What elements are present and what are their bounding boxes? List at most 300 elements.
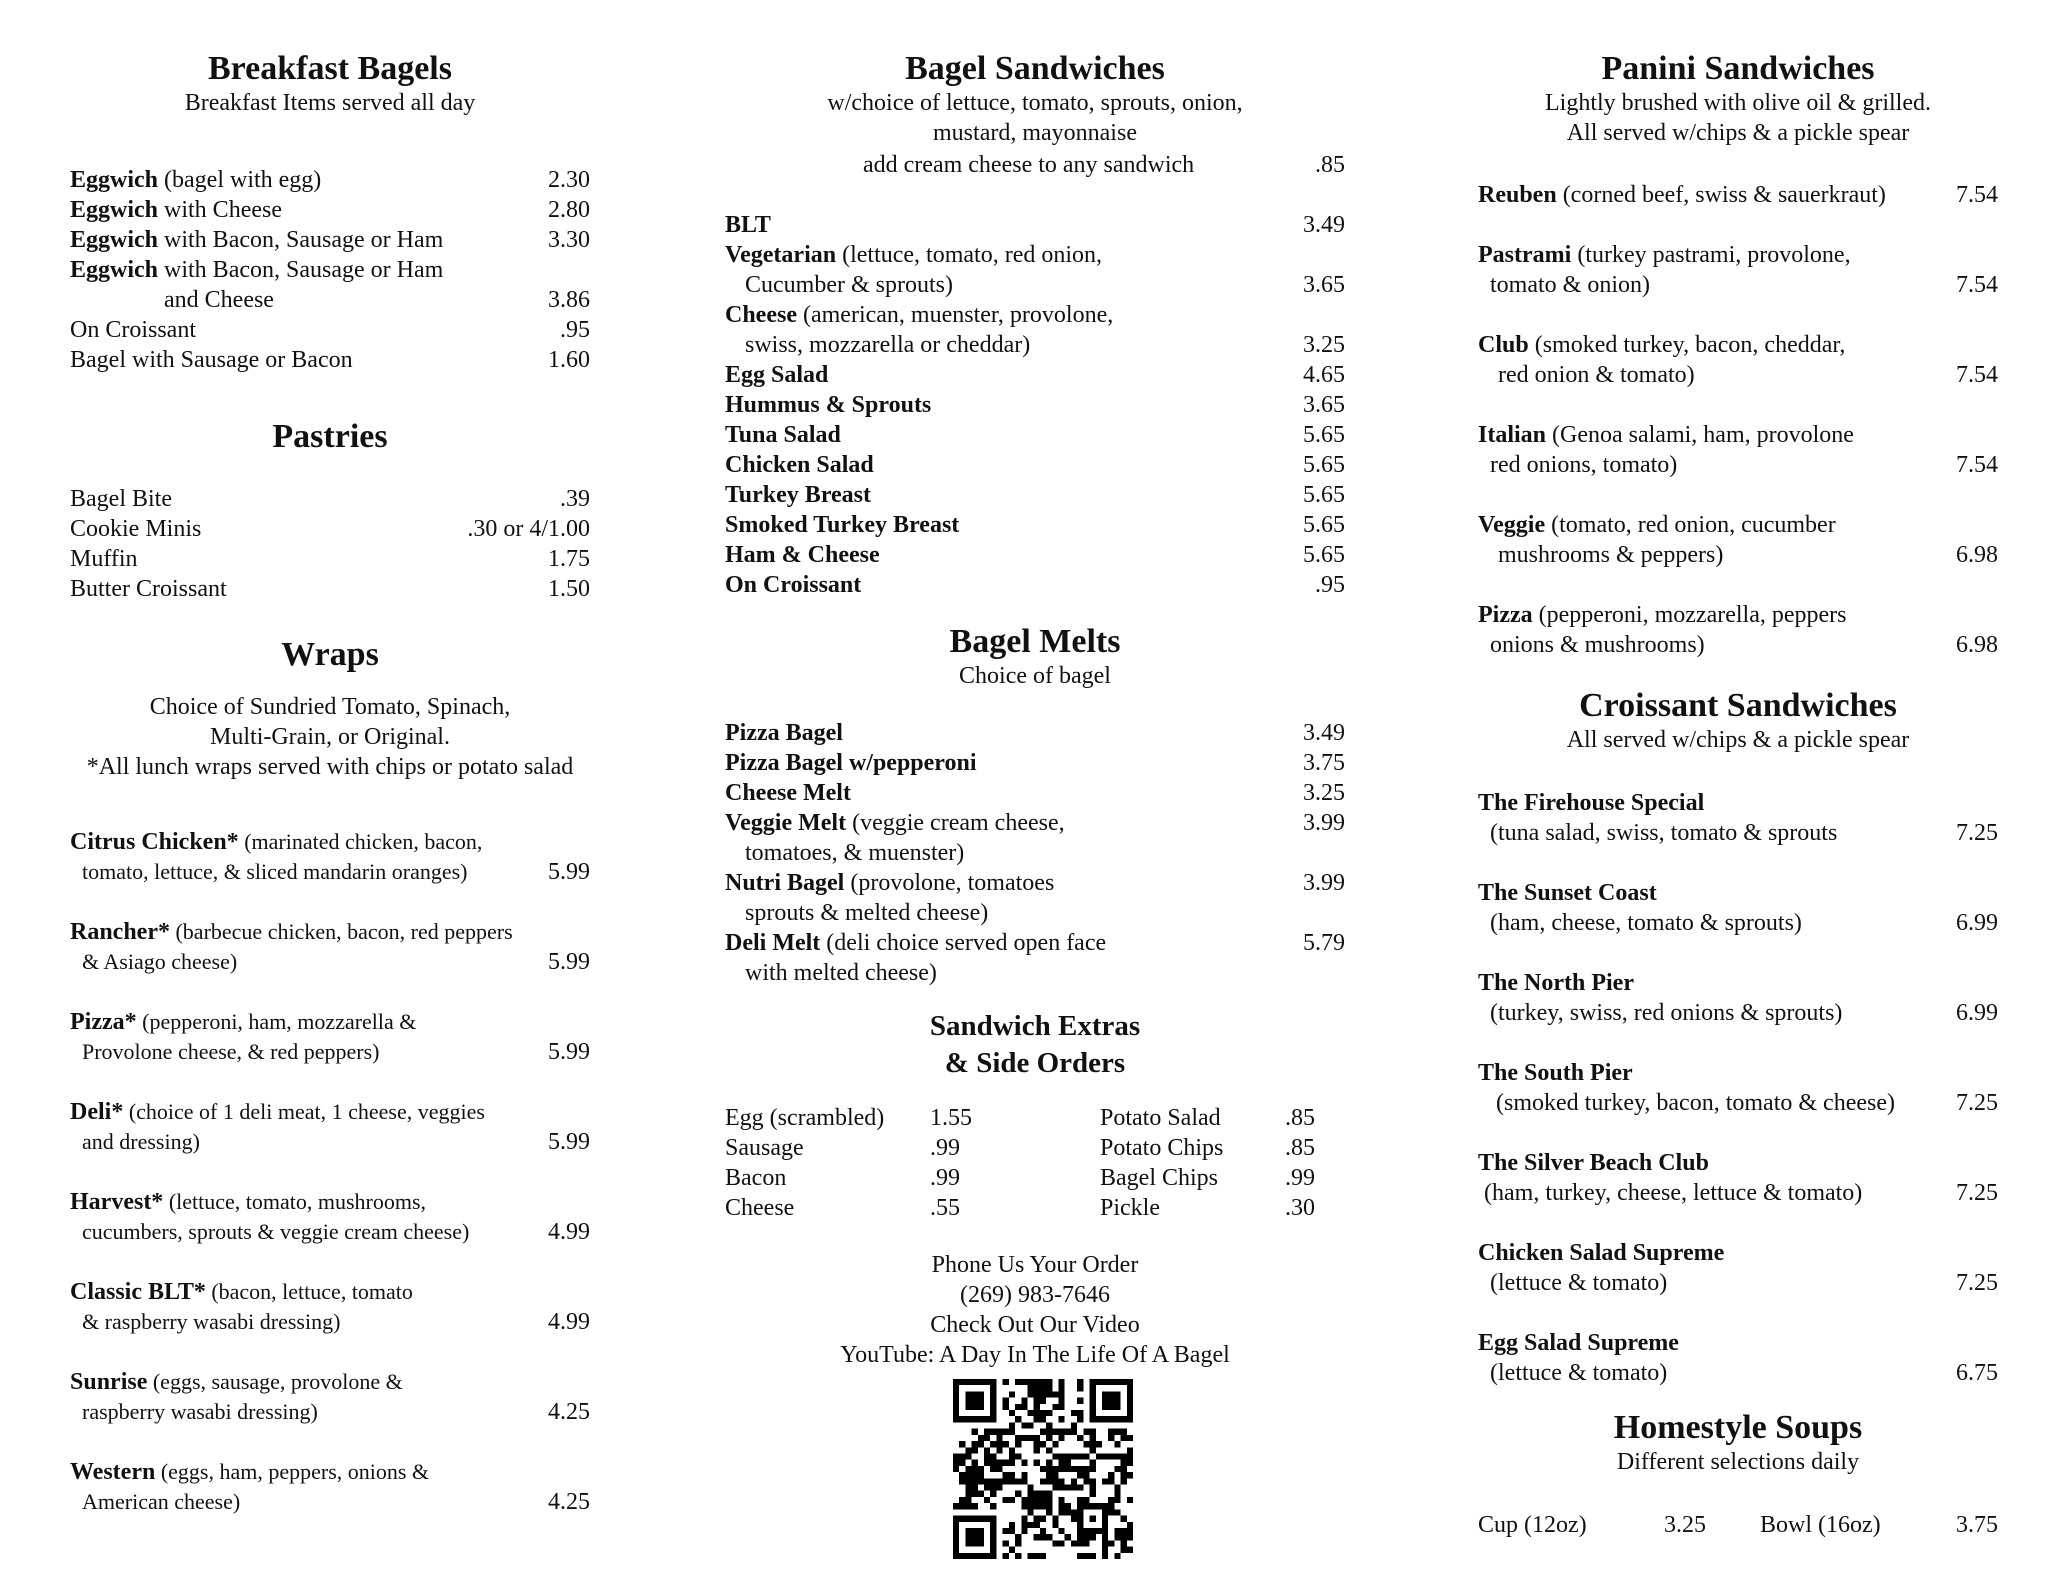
wrap-item-5 xyxy=(70,1277,590,1307)
breakfast-item-2-price: 3.30 xyxy=(548,227,590,253)
panini-item-3-text xyxy=(1478,420,1854,450)
wrap-item-7-name: Western xyxy=(70,1459,156,1485)
extra-right-1-price: .85 xyxy=(1285,1135,1315,1161)
soup-bowl-price: 3.75 xyxy=(1956,1512,1998,1538)
bagel-sandwich-1 xyxy=(725,240,1345,270)
bagel-melt-1-name: Pizza Bagel w/pepperoni xyxy=(725,750,977,776)
wraps-note: *All lunch wraps served with chips or potato salad xyxy=(86,754,574,780)
wrap-item-7-text xyxy=(70,1457,429,1487)
croissant-item-5-text xyxy=(1478,1238,1724,1268)
wrap-item-4-desc2: cucumbers, sprouts & veggie cream cheese) xyxy=(82,1219,470,1244)
bagel-sandwich-8 xyxy=(725,510,1345,540)
wrap-item-1-name: Rancher* xyxy=(70,919,170,945)
panini-item-1-name: Pastrami xyxy=(1478,242,1572,268)
panini-item-2-name: Club xyxy=(1478,332,1529,358)
panini-item-4-name: Veggie xyxy=(1478,512,1546,538)
croissant-item-3-text xyxy=(1478,1058,1633,1088)
croissant-item-2-desc2: (turkey, swiss, red onions & sprouts) xyxy=(1490,1000,1843,1026)
croissant-item-6 xyxy=(1478,1328,1998,1358)
breakfast-item-3 xyxy=(70,255,590,285)
bagel-sandwich-9-price: 5.65 xyxy=(1303,542,1345,568)
panini-item-2-desc: (smoked turkey, bacon, cheddar, xyxy=(1528,332,1846,358)
extra-right-2-price: .99 xyxy=(1285,1165,1315,1191)
pastry-item-1-name: Cookie Minis xyxy=(70,516,202,542)
bagel-sandwich-2-name: Cheese xyxy=(725,302,797,328)
panini-item-4-line2 xyxy=(1478,540,1998,570)
pastry-item-3-name: Butter Croissant xyxy=(70,576,227,602)
pastries-section xyxy=(70,418,590,456)
croissant-item-3 xyxy=(1478,1058,1998,1088)
breakfast-item-3-text xyxy=(70,255,443,285)
soups-prices xyxy=(1478,1510,1998,1540)
wraps-subtitle-block xyxy=(70,692,590,782)
panini-item-5-desc: (pepperoni, mozzarella, peppers xyxy=(1532,602,1847,628)
panini-item-5 xyxy=(1478,600,1998,630)
bagel-sandwich-7-price: 5.65 xyxy=(1303,482,1345,508)
bagel-melt-0-price: 3.49 xyxy=(1303,720,1345,746)
croissant-item-0-line2-price: 7.25 xyxy=(1956,820,1998,846)
panini-item-3-line2-price: 7.54 xyxy=(1956,452,1998,478)
panini-item-4-desc2: mushrooms & peppers) xyxy=(1498,542,1724,568)
bagel-sandwich-4-price: 3.65 xyxy=(1303,392,1345,418)
extra-left-2-name: Bacon xyxy=(725,1165,787,1191)
croissant-item-3-line2 xyxy=(1478,1088,1998,1118)
wrap-item-2-line2-price: 5.99 xyxy=(548,1039,590,1065)
bagel-sandwiches-title: Bagel Sandwiches xyxy=(905,50,1165,87)
breakfast-item-5 xyxy=(70,345,590,375)
breakfast-item-0-desc: (bagel with egg) xyxy=(158,167,322,193)
croissant-title: Croissant Sandwiches xyxy=(1579,687,1897,724)
breakfast-item-0-name: Eggwich xyxy=(70,167,159,193)
croissant-item-2 xyxy=(1478,968,1998,998)
wrap-item-3-desc2: and dressing) xyxy=(82,1129,200,1154)
breakfast-item-1 xyxy=(70,195,590,225)
bagel-melt-5-name: Deli Melt xyxy=(725,930,821,956)
wrap-item-4 xyxy=(70,1187,590,1217)
panini-item-5-text xyxy=(1478,600,1847,630)
croissant-item-1-desc2: (ham, cheese, tomato & sprouts) xyxy=(1490,910,1802,936)
panini-item-3-desc: (Genoa salami, ham, provolone xyxy=(1546,422,1854,448)
bagel-melt-2-price: 3.25 xyxy=(1303,780,1345,806)
croissant-section xyxy=(1478,687,1998,755)
wrap-item-0-name: Citrus Chicken* xyxy=(70,829,239,855)
panini-item-3 xyxy=(1478,420,1998,450)
panini-section xyxy=(1478,50,1998,148)
bagel-sandwich-0-text xyxy=(725,210,771,240)
bagel-melt-4-name: Nutri Bagel xyxy=(725,870,845,896)
croissant-item-5-name: Chicken Salad Supreme xyxy=(1478,1240,1725,1266)
croissant-item-1-name: The Sunset Coast xyxy=(1478,880,1657,906)
bagel-melt-5 xyxy=(725,928,1345,958)
wrap-item-6 xyxy=(70,1367,590,1397)
contact-block xyxy=(725,1250,1345,1370)
bagel-sandwich-1-desc2: Cucumber & sprouts) xyxy=(745,272,953,298)
wrap-item-5-line2-price: 4.99 xyxy=(548,1309,590,1335)
croissant-item-6-name: Egg Salad Supreme xyxy=(1478,1330,1679,1356)
bagel-sandwich-4-text xyxy=(725,390,931,420)
breakfast-item-5-text xyxy=(70,345,353,375)
croissant-item-5-desc2: (lettuce & tomato) xyxy=(1490,1270,1668,1296)
bagel-melt-0-text xyxy=(725,718,843,748)
breakfast-item-2 xyxy=(70,225,590,255)
croissant-item-4-line2-price: 7.25 xyxy=(1956,1180,1998,1206)
breakfast-item-2-desc: with Bacon, Sausage or Ham xyxy=(158,227,444,253)
panini-item-0-text xyxy=(1478,180,1886,210)
bagel-sandwich-10 xyxy=(725,570,1345,600)
croissant-item-1 xyxy=(1478,878,1998,908)
bagel-sandwich-2 xyxy=(725,300,1345,330)
extra-left-1-price: .99 xyxy=(930,1135,960,1161)
wrap-item-5-desc: (bacon, lettuce, tomato xyxy=(205,1279,413,1304)
bagel-sandwiches-subtitle-2: mustard, mayonnaise xyxy=(933,120,1137,146)
breakfast-item-4 xyxy=(70,315,590,345)
croissant-item-1-line2-price: 6.99 xyxy=(1956,910,1998,936)
bagel-sandwich-3-price: 4.65 xyxy=(1303,362,1345,388)
bagel-sandwich-2-line2-price: 3.25 xyxy=(1303,332,1345,358)
panini-item-2-line2 xyxy=(1478,360,1998,390)
bagel-melt-3-price: 3.99 xyxy=(1303,810,1345,836)
croissant-item-6-desc2: (lettuce & tomato) xyxy=(1490,1360,1668,1386)
bagel-melt-5-desc2: with melted cheese) xyxy=(745,960,937,986)
bagel-sandwich-8-text xyxy=(725,510,959,540)
panini-item-2 xyxy=(1478,330,1998,360)
bagel-sandwich-8-price: 5.65 xyxy=(1303,512,1345,538)
wrap-item-2 xyxy=(70,1007,590,1037)
panini-subtitle-2: All served w/chips & a pickle spear xyxy=(1566,120,1910,146)
croissant-item-5-line2-price: 7.25 xyxy=(1956,1270,1998,1296)
bagel-sandwich-5-price: 5.65 xyxy=(1303,422,1345,448)
pastries-title: Pastries xyxy=(272,418,388,455)
extra-right-1-name: Potato Chips xyxy=(1100,1135,1224,1161)
bagel-sandwich-1-desc: (lettuce, tomato, red onion, xyxy=(836,242,1103,268)
wrap-item-1 xyxy=(70,917,590,947)
croissant-item-3-desc2: (smoked turkey, bacon, tomato & cheese) xyxy=(1496,1090,1895,1116)
bagel-sandwich-3 xyxy=(725,360,1345,390)
pastry-item-0 xyxy=(70,484,590,514)
panini-item-0-name: Reuben xyxy=(1478,182,1557,208)
bagel-sandwich-5-text xyxy=(725,420,841,450)
wrap-item-2-desc: (pepperoni, ham, mozzarella & xyxy=(136,1009,417,1034)
contact-youtube: YouTube: A Day In The Life Of A Bagel xyxy=(840,1342,1230,1368)
wrap-item-7-desc: (eggs, ham, peppers, onions & xyxy=(155,1459,430,1484)
wrap-item-1-desc2: & Asiago cheese) xyxy=(82,949,238,974)
bagel-sandwich-2-desc: (american, muenster, provolone, xyxy=(796,302,1114,328)
wrap-item-3-line2 xyxy=(70,1127,590,1157)
panini-item-0 xyxy=(1478,180,1998,210)
wrap-item-7-line2-price: 4.25 xyxy=(548,1489,590,1515)
panini-item-3-desc2: red onions, tomato) xyxy=(1490,452,1678,478)
croissant-item-4-desc2: (ham, turkey, cheese, lettuce & tomato) xyxy=(1484,1180,1863,1206)
soups-subtitle: Different selections daily xyxy=(1616,1449,1860,1475)
wrap-item-6-line2 xyxy=(70,1397,590,1427)
panini-item-3-line2 xyxy=(1478,450,1998,480)
bagel-melt-0-name: Pizza Bagel xyxy=(725,720,843,746)
croissant-item-1-line2 xyxy=(1478,908,1998,938)
wrap-item-7 xyxy=(70,1457,590,1487)
wrap-item-5-name: Classic BLT* xyxy=(70,1279,206,1305)
bagel-melt-5-line2 xyxy=(725,958,1345,988)
panini-item-5-line2 xyxy=(1478,630,1998,660)
croissant-item-4-text xyxy=(1478,1148,1709,1178)
extra-left-3-price: .55 xyxy=(930,1195,960,1221)
bagel-melts-section xyxy=(725,623,1345,691)
breakfast-item-3-desc: with Bacon, Sausage or Ham xyxy=(158,257,444,283)
extra-right-3 xyxy=(725,1193,1345,1223)
bagel-sandwich-9-name: Ham & Cheese xyxy=(725,542,880,568)
panini-subtitle-1: Lightly brushed with olive oil & grilled. xyxy=(1545,90,1931,116)
panini-item-5-desc2: onions & mushrooms) xyxy=(1490,632,1705,658)
croissant-item-4-line2 xyxy=(1478,1178,1998,1208)
extra-right-0 xyxy=(725,1103,1345,1133)
croissant-item-1-text xyxy=(1478,878,1657,908)
extra-right-0-price: .85 xyxy=(1285,1105,1315,1131)
pastry-item-0-name: Bagel Bite xyxy=(70,486,172,512)
bagel-sandwich-1-text xyxy=(725,240,1102,270)
wraps-subtitle-1: Choice of Sundried Tomato, Spinach, xyxy=(149,694,511,720)
bagel-sandwich-1-name: Vegetarian xyxy=(725,242,837,268)
bagel-sandwich-5 xyxy=(725,420,1345,450)
croissant-item-0-name: The Firehouse Special xyxy=(1478,790,1705,816)
pastry-item-3-price: 1.50 xyxy=(548,576,590,602)
breakfast-item-2-text xyxy=(70,225,443,255)
panini-item-1-desc: (turkey pastrami, provolone, xyxy=(1571,242,1851,268)
croissant-item-6-line2 xyxy=(1478,1358,1998,1388)
contact-line-1: Phone Us Your Order xyxy=(931,1252,1139,1278)
wrap-item-5-text xyxy=(70,1277,413,1307)
croissant-item-5 xyxy=(1478,1238,1998,1268)
qr-code-icon[interactable] xyxy=(953,1379,1133,1559)
menu-column-right xyxy=(1478,0,1998,1582)
wrap-item-2-text xyxy=(70,1007,416,1037)
panini-item-1-line2 xyxy=(1478,270,1998,300)
bagel-melt-5-text xyxy=(725,928,1106,958)
bagel-sandwich-6-price: 5.65 xyxy=(1303,452,1345,478)
pastry-item-1 xyxy=(70,514,590,544)
wrap-item-4-line2 xyxy=(70,1217,590,1247)
panini-item-2-text xyxy=(1478,330,1845,360)
breakfast-item-0-price: 2.30 xyxy=(548,167,590,193)
soup-cup-price: 3.25 xyxy=(1664,1512,1706,1538)
bagel-melt-4-price: 3.99 xyxy=(1303,870,1345,896)
panini-item-0-desc: (corned beef, swiss & sauerkraut) xyxy=(1556,182,1886,208)
menu-column-middle xyxy=(725,0,1345,1582)
panini-item-4 xyxy=(1478,510,1998,540)
bagel-sandwich-0-name: BLT xyxy=(725,212,771,238)
bagel-melt-3 xyxy=(725,808,1345,838)
wrap-item-3-name: Deli* xyxy=(70,1099,124,1125)
wrap-item-7-desc2: American cheese) xyxy=(82,1489,241,1514)
bagel-melt-3-line2 xyxy=(725,838,1345,868)
breakfast-item-5-price: 1.60 xyxy=(548,347,590,373)
wrap-item-3-line2-price: 5.99 xyxy=(548,1129,590,1155)
bagel-melt-2-name: Cheese Melt xyxy=(725,780,851,806)
breakfast-item-3-line2-price: 3.86 xyxy=(548,287,590,313)
wrap-item-4-line2-price: 4.99 xyxy=(548,1219,590,1245)
bagel-sandwich-7 xyxy=(725,480,1345,510)
bagel-sandwich-0 xyxy=(725,210,1345,240)
bagel-sandwich-6-name: Chicken Salad xyxy=(725,452,874,478)
croissant-item-0 xyxy=(1478,788,1998,818)
bagel-melt-3-name: Veggie Melt xyxy=(725,810,847,836)
pastry-item-2 xyxy=(70,544,590,574)
croissant-item-6-text xyxy=(1478,1328,1679,1358)
bagel-sandwich-1-line2 xyxy=(725,270,1345,300)
wrap-item-3-text xyxy=(70,1097,485,1127)
bagel-melt-3-text xyxy=(725,808,1065,838)
breakfast-item-0 xyxy=(70,165,590,195)
bagel-sandwich-4-name: Hummus & Sprouts xyxy=(725,392,932,418)
croissant-item-5-line2 xyxy=(1478,1268,1998,1298)
wrap-item-0-line2 xyxy=(70,857,590,887)
panini-item-1-text xyxy=(1478,240,1851,270)
bagel-melt-0 xyxy=(725,718,1345,748)
extra-right-3-name: Pickle xyxy=(1100,1195,1160,1221)
menu-column-left xyxy=(70,0,590,1582)
pastry-item-2-price: 1.75 xyxy=(548,546,590,572)
bagel-sandwich-6-text xyxy=(725,450,874,480)
wrap-item-1-line2-price: 5.99 xyxy=(548,949,590,975)
croissant-subtitle: All served w/chips & a pickle spear xyxy=(1566,727,1910,753)
wrap-item-0-desc: (marinated chicken, bacon, xyxy=(238,829,483,854)
croissant-item-2-line2-price: 6.99 xyxy=(1956,1000,1998,1026)
extra-right-2-name: Bagel Chips xyxy=(1100,1165,1218,1191)
bagel-melt-3-desc2: tomatoes, & muenster) xyxy=(745,840,965,866)
bagel-sandwich-2-desc2: swiss, mozzarella or cheddar) xyxy=(745,332,1031,358)
wrap-item-3 xyxy=(70,1097,590,1127)
extras-section xyxy=(725,1008,1345,1082)
wrap-item-6-desc: (eggs, sausage, provolone & xyxy=(147,1369,403,1394)
breakfast-item-4-price: .95 xyxy=(560,317,590,343)
bagel-melt-3-desc: (veggie cream cheese, xyxy=(846,810,1065,836)
breakfast-item-1-text xyxy=(70,195,282,225)
panini-title: Panini Sandwiches xyxy=(1601,50,1875,87)
croissant-item-3-name: The South Pier xyxy=(1478,1060,1633,1086)
wrap-item-0-desc2: tomato, lettuce, & sliced mandarin oranges) xyxy=(82,859,468,884)
panini-item-5-line2-price: 6.98 xyxy=(1956,632,1998,658)
bagel-sandwich-8-name: Smoked Turkey Breast xyxy=(725,512,960,538)
pastry-item-3 xyxy=(70,574,590,604)
croissant-item-0-line2 xyxy=(1478,818,1998,848)
wrap-item-4-text xyxy=(70,1187,426,1217)
breakfast-item-1-name: Eggwich xyxy=(70,197,159,223)
soups-section xyxy=(1478,1409,1998,1477)
wrap-item-1-desc: (barbecue chicken, bacon, red peppers xyxy=(169,919,513,944)
pastry-item-1-price: .30 or 4/1.00 xyxy=(467,516,590,542)
bagel-sandwich-3-text xyxy=(725,360,828,390)
wrap-item-6-line2-price: 4.25 xyxy=(548,1399,590,1425)
bagel-melt-1-text xyxy=(725,748,977,778)
extras-title-2: & Side Orders xyxy=(944,1047,1126,1079)
bagel-sandwich-7-text xyxy=(725,480,871,510)
bagel-sandwich-0-price: 3.49 xyxy=(1303,212,1345,238)
wrap-item-3-desc: (choice of 1 deli meat, 1 cheese, veggies xyxy=(123,1099,485,1124)
panini-item-2-line2-price: 7.54 xyxy=(1956,362,1998,388)
breakfast-item-4-text xyxy=(70,315,196,345)
wrap-item-0 xyxy=(70,827,590,857)
panini-item-1 xyxy=(1478,240,1998,270)
panini-item-4-desc: (tomato, red onion, cucumber xyxy=(1545,512,1836,538)
bagel-melt-5-price: 5.79 xyxy=(1303,930,1345,956)
cream-cheese-addon xyxy=(725,150,1345,180)
bagel-sandwich-3-name: Egg Salad xyxy=(725,362,829,388)
soup-cup-label: Cup (12oz) xyxy=(1478,1512,1587,1538)
soups-title: Homestyle Soups xyxy=(1613,1409,1863,1446)
contact-phone[interactable]: (269) 983-7646 xyxy=(960,1282,1110,1308)
croissant-item-2-name: The North Pier xyxy=(1478,970,1634,996)
panini-item-3-name: Italian xyxy=(1478,422,1547,448)
wrap-item-1-line2 xyxy=(70,947,590,977)
bagel-sandwich-2-text xyxy=(725,300,1113,330)
pastry-item-2-name: Muffin xyxy=(70,546,138,572)
bagel-sandwich-7-name: Turkey Breast xyxy=(725,482,872,508)
extra-left-1-name: Sausage xyxy=(725,1135,804,1161)
bagel-melt-1-price: 3.75 xyxy=(1303,750,1345,776)
bagel-melt-5-desc: (deli choice served open face xyxy=(820,930,1107,956)
soup-bowl-label: Bowl (16oz) xyxy=(1760,1512,1881,1538)
wrap-item-2-desc2: Provolone cheese, & red peppers) xyxy=(82,1039,380,1064)
extras-title-1: Sandwich Extras xyxy=(929,1010,1141,1042)
wrap-item-7-line2 xyxy=(70,1487,590,1517)
bagel-sandwich-10-name: On Croissant xyxy=(725,572,862,598)
bagel-sandwich-9 xyxy=(725,540,1345,570)
panini-item-2-desc2: red onion & tomato) xyxy=(1498,362,1695,388)
bagel-sandwich-1-line2-price: 3.65 xyxy=(1303,272,1345,298)
breakfast-item-3-name: Eggwich xyxy=(70,257,159,283)
bagel-sandwich-4 xyxy=(725,390,1345,420)
wraps-title: Wraps xyxy=(281,636,379,673)
bagel-melt-4-text xyxy=(725,868,1054,898)
bagel-melt-2 xyxy=(725,778,1345,808)
panini-item-0-price: 7.54 xyxy=(1956,182,1998,208)
wrap-item-2-line2 xyxy=(70,1037,590,1067)
extra-left-0-name: Egg (scrambled) xyxy=(725,1105,885,1131)
croissant-item-3-line2-price: 7.25 xyxy=(1956,1090,1998,1116)
croissant-item-6-line2-price: 6.75 xyxy=(1956,1360,1998,1386)
bagel-melt-1 xyxy=(725,748,1345,778)
bagel-sandwich-10-price: .95 xyxy=(1315,572,1345,598)
extra-right-1 xyxy=(725,1133,1345,1163)
bagel-melt-4 xyxy=(725,868,1345,898)
bagel-sandwiches-subtitle-1: w/choice of lettuce, tomato, sprouts, onion, xyxy=(827,90,1243,116)
breakfast-item-1-desc: with Cheese xyxy=(158,197,282,223)
extra-right-0-name: Potato Salad xyxy=(1100,1105,1221,1131)
extra-left-3-name: Cheese xyxy=(725,1195,795,1221)
bagel-melt-2-text xyxy=(725,778,851,808)
extra-left-2-price: .99 xyxy=(930,1165,960,1191)
wrap-item-0-text xyxy=(70,827,482,857)
breakfast-item-0-text xyxy=(70,165,321,195)
breakfast-item-3-line2 xyxy=(70,285,590,315)
croissant-item-2-line2 xyxy=(1478,998,1998,1028)
panini-item-4-line2-price: 6.98 xyxy=(1956,542,1998,568)
cream-cheese-addon-price: .85 xyxy=(1315,152,1345,178)
extra-left-0-price: 1.55 xyxy=(930,1105,972,1131)
wrap-item-1-text xyxy=(70,917,513,947)
bagel-sandwich-2-line2 xyxy=(725,330,1345,360)
wrap-item-5-line2 xyxy=(70,1307,590,1337)
breakfast-item-1-price: 2.80 xyxy=(548,197,590,223)
bagel-melt-4-desc: (provolone, tomatoes xyxy=(844,870,1055,896)
bagel-melt-4-desc2: sprouts & melted cheese) xyxy=(745,900,989,926)
panini-item-4-text xyxy=(1478,510,1836,540)
contact-line-3: Check Out Our Video xyxy=(930,1312,1140,1338)
extra-right-2 xyxy=(725,1163,1345,1193)
bagel-sandwich-10-text xyxy=(725,570,861,600)
bagel-sandwiches-section xyxy=(725,50,1345,148)
wrap-item-6-text xyxy=(70,1367,403,1397)
wrap-item-4-name: Harvest* xyxy=(70,1189,164,1215)
bagel-sandwich-9-text xyxy=(725,540,880,570)
